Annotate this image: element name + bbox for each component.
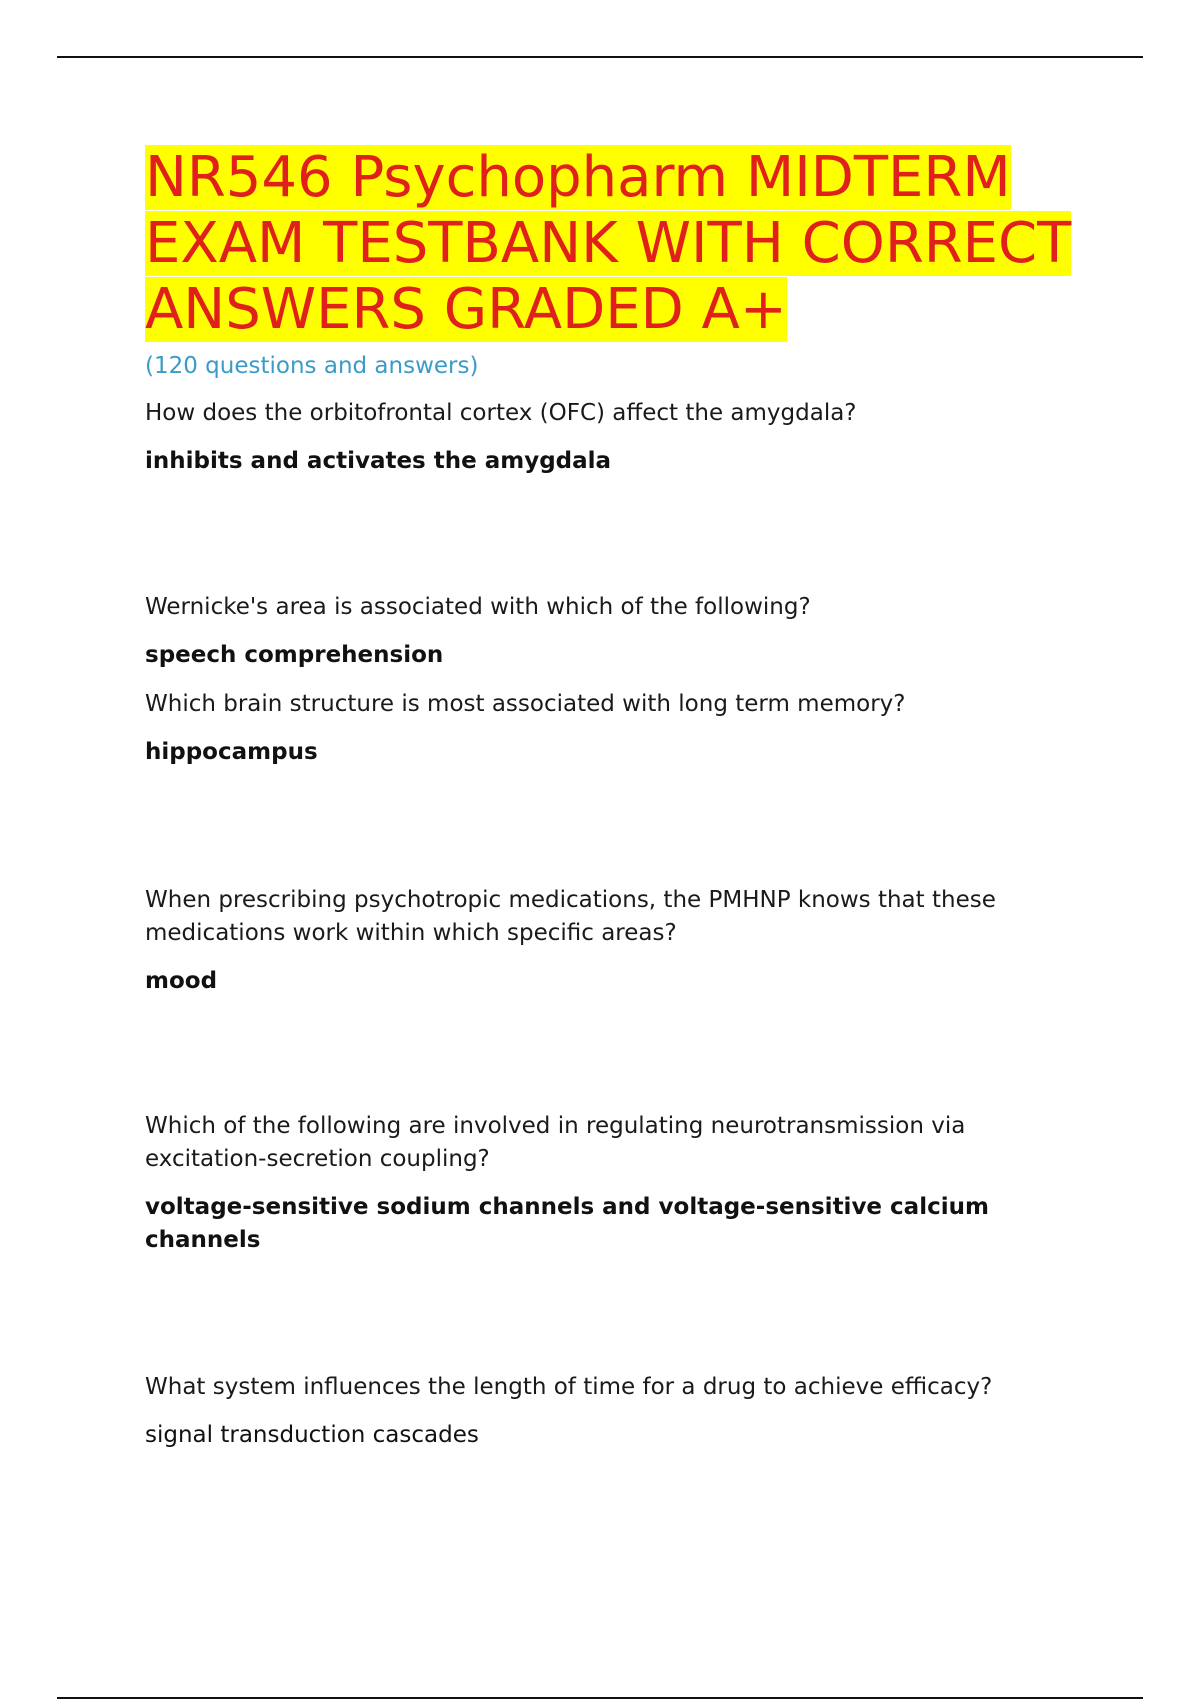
answer-text: signal transduction cascades [145, 1422, 479, 1448]
answer-text: mood [145, 968, 218, 994]
question-text: Which of the following are involved in regulating neurotransmission via excitation-secretion coupling? [145, 1113, 966, 1172]
document-header [145, 145, 1075, 381]
qa-item [145, 688, 1075, 769]
question-text: How does the orbitofrontal cortex (OFC) affect the amygdala? [145, 400, 857, 426]
answer-text: voltage-sensitive sodium channels and voltage-sensitive calcium channels [145, 1194, 989, 1253]
question-text: What system influences the length of time for a drug to achieve efficacy? [145, 1374, 993, 1400]
qa-item [145, 1110, 1075, 1257]
top-rule [57, 56, 1143, 58]
document-title [145, 145, 1075, 343]
bottom-rule [57, 1697, 1143, 1699]
qa-item [145, 397, 1075, 478]
qa-item [145, 884, 1075, 998]
question-text: Wernicke's area is associated with which of the following? [145, 594, 811, 620]
answer-text: speech comprehension [145, 642, 444, 668]
document-subtitle: (120 questions and answers) [145, 353, 479, 379]
question-text: When prescribing psychotropic medications, the PMHNP knows that these medications work within which specific areas? [145, 887, 996, 946]
qa-item [145, 591, 1075, 672]
title-highlight: NR546 Psychopharm MIDTERM EXAM TESTBANK WITH CORRECT ANSWERS GRADED A+ [145, 145, 1072, 342]
qa-item [145, 1371, 1075, 1452]
question-text: Which brain structure is most associated with long term memory? [145, 691, 906, 717]
answer-text: inhibits and activates the amygdala [145, 448, 612, 474]
answer-text: hippocampus [145, 739, 318, 765]
